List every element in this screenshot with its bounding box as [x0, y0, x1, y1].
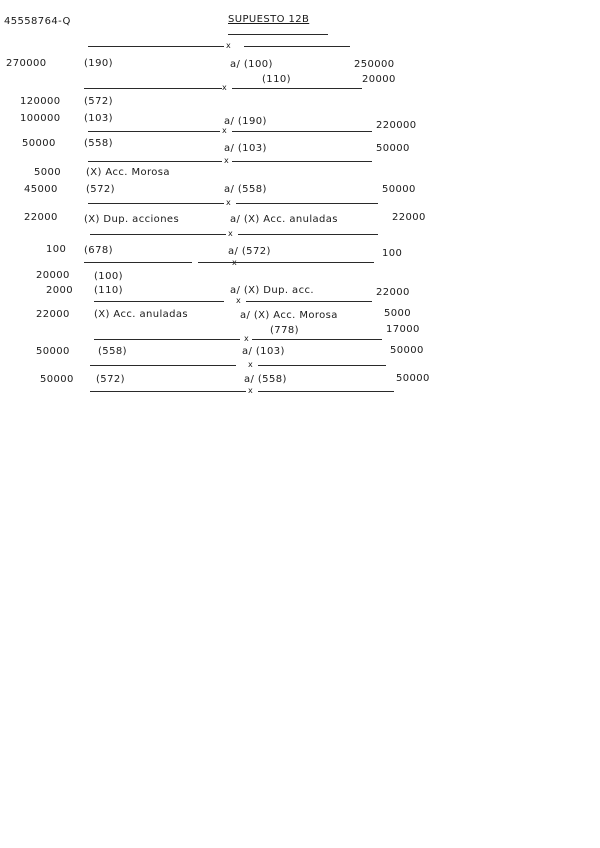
entry-separator-right: [236, 203, 378, 204]
separator-x: x: [232, 258, 237, 267]
credit-amount: 50000: [376, 143, 410, 154]
separator-x: x: [222, 126, 227, 135]
debit-amount: 50000: [40, 374, 74, 385]
debit-account: (190): [84, 58, 113, 69]
title-underline: [228, 34, 328, 35]
debit-amount: 100000: [20, 113, 61, 124]
entry-separator-right: [258, 391, 394, 392]
credit-account: a/ (572): [228, 246, 271, 257]
separator-x: x: [224, 156, 229, 165]
debit-account: (100): [94, 271, 123, 282]
debit-amount: 270000: [6, 58, 47, 69]
credit-amount: 100: [382, 248, 403, 259]
debit-amount: 2000: [46, 285, 74, 296]
entry-separator-left: [90, 391, 246, 392]
entry-separator-right: [198, 262, 374, 263]
credit-account: (778): [270, 325, 299, 336]
credit-amount: 22000: [392, 212, 426, 223]
debit-amount: 20000: [36, 270, 70, 281]
debit-amount: 22000: [24, 212, 58, 223]
debit-amount: 5000: [34, 167, 62, 178]
credit-account: a/ (558): [224, 184, 267, 195]
separator-x: x: [226, 41, 231, 50]
debit-account: (558): [84, 138, 113, 149]
credit-account: a/ (190): [224, 116, 267, 127]
debit-account: (572): [96, 374, 125, 385]
credit-account: a/ (100): [230, 59, 273, 70]
entry-separator-left: [88, 161, 222, 162]
credit-amount: 20000: [362, 74, 396, 85]
credit-amount: 5000: [384, 308, 412, 319]
header-separator-left: [88, 46, 224, 47]
credit-amount: 50000: [390, 345, 424, 356]
debit-amount: 50000: [22, 138, 56, 149]
entry-separator-right: [232, 131, 372, 132]
separator-x: x: [244, 334, 249, 343]
separator-x: x: [248, 360, 253, 369]
entry-separator-right: [252, 339, 382, 340]
credit-amount: 50000: [396, 373, 430, 384]
credit-amount: 17000: [386, 324, 420, 335]
credit-account: a/ (103): [242, 346, 285, 357]
entry-separator-right: [232, 88, 362, 89]
entry-separator-left: [90, 234, 226, 235]
credit-account: (110): [262, 74, 291, 85]
header-separator-right: [244, 46, 350, 47]
entry-separator-right: [246, 301, 372, 302]
entry-separator-left: [94, 301, 224, 302]
credit-amount: 220000: [376, 120, 417, 131]
credit-account: a/ (558): [244, 374, 287, 385]
debit-account: (X) Acc. anuladas: [94, 309, 189, 320]
debit-account: (X) Dup. acciones: [84, 214, 180, 225]
entry-separator-left: [84, 262, 192, 263]
entry-separator-right: [258, 365, 386, 366]
debit-amount: 120000: [20, 96, 61, 107]
debit-amount: 45000: [24, 184, 58, 195]
entry-separator-right: [232, 161, 372, 162]
debit-account: (678): [84, 245, 113, 256]
entry-separator-right: [238, 234, 378, 235]
separator-x: x: [226, 198, 231, 207]
debit-amount: 50000: [36, 346, 70, 357]
debit-account: (572): [86, 184, 115, 195]
debit-amount: 100: [46, 244, 67, 255]
credit-account: a/ (X) Acc. anuladas: [230, 214, 338, 225]
credit-amount: 22000: [376, 287, 410, 298]
credit-account: a/ (X) Acc. Morosa: [240, 310, 338, 321]
entry-separator-left: [94, 339, 240, 340]
debit-account: (103): [84, 113, 113, 124]
credit-amount: 250000: [354, 59, 395, 70]
entry-separator-left: [88, 203, 224, 204]
entry-separator-left: [88, 131, 220, 132]
separator-x: x: [222, 83, 227, 92]
credit-account: a/ (103): [224, 143, 267, 154]
entry-separator-left: [90, 365, 236, 366]
debit-account: (X) Acc. Morosa: [86, 167, 170, 178]
credit-account: a/ (X) Dup. acc.: [230, 285, 314, 296]
debit-account: (558): [98, 346, 127, 357]
student-id: 45558764-Q: [4, 16, 71, 27]
separator-x: x: [248, 386, 253, 395]
debit-account: (110): [94, 285, 123, 296]
page-title: SUPUESTO 12B: [228, 14, 310, 25]
credit-amount: 50000: [382, 184, 416, 195]
debit-amount: 22000: [36, 309, 70, 320]
separator-x: x: [236, 296, 241, 305]
debit-account: (572): [84, 96, 113, 107]
separator-x: x: [228, 229, 233, 238]
entry-separator-left: [84, 88, 222, 89]
